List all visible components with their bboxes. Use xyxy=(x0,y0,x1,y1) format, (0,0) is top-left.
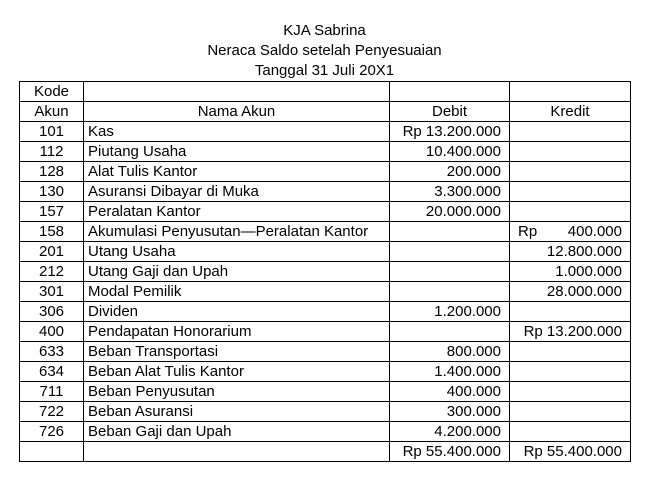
credit-amount: 12.800.000 xyxy=(510,242,631,262)
debit-amount xyxy=(390,282,510,302)
account-name: Utang Gaji dan Upah xyxy=(84,262,390,282)
header-empty-credit xyxy=(510,82,631,102)
trial-balance-table xyxy=(19,81,631,462)
account-name: Piutang Usaha xyxy=(84,142,390,162)
total-credit: Rp 55.400.000 xyxy=(510,442,631,462)
company-name: KJA Sabrina xyxy=(283,22,366,39)
account-code: 158 xyxy=(20,222,84,242)
table-row xyxy=(20,302,631,322)
account-name: Modal Pemilik xyxy=(84,282,390,302)
credit-amount xyxy=(510,382,631,402)
account-code: 711 xyxy=(20,382,84,402)
code-header-top: Kode xyxy=(20,82,84,102)
table-row xyxy=(20,122,631,142)
account-name: Beban Alat Tulis Kantor xyxy=(84,362,390,382)
account-code: 722 xyxy=(20,402,84,422)
header-empty-debit xyxy=(390,82,510,102)
debit-amount: 4.200.000 xyxy=(390,422,510,442)
table-row xyxy=(20,222,631,242)
account-name: Peralatan Kantor xyxy=(84,202,390,222)
table-row xyxy=(20,322,631,342)
account-code: 101 xyxy=(20,122,84,142)
account-code: 201 xyxy=(20,242,84,262)
table-row xyxy=(20,182,631,202)
account-name: Beban Gaji dan Upah xyxy=(84,422,390,442)
account-code: 726 xyxy=(20,422,84,442)
account-name: Alat Tulis Kantor xyxy=(84,162,390,182)
debit-amount xyxy=(390,322,510,342)
account-name: Kas xyxy=(84,122,390,142)
credit-amount xyxy=(510,302,631,322)
credit-header: Kredit xyxy=(510,102,631,122)
table-row xyxy=(20,242,631,262)
currency-prefix: Rp xyxy=(518,223,538,240)
credit-amount xyxy=(510,402,631,422)
account-code: 633 xyxy=(20,342,84,362)
debit-amount: 800.000 xyxy=(390,342,510,362)
account-code: 212 xyxy=(20,262,84,282)
debit-amount: 300.000 xyxy=(390,402,510,422)
credit-amount xyxy=(510,342,631,362)
table-row xyxy=(20,342,631,362)
table-row xyxy=(20,282,631,302)
credit-value: 400.000 xyxy=(567,223,622,240)
account-name: Dividen xyxy=(84,302,390,322)
totals-empty-name xyxy=(84,442,390,462)
credit-amount xyxy=(510,362,631,382)
debit-amount: 1.200.000 xyxy=(390,302,510,322)
totals-empty-code xyxy=(20,442,84,462)
table-row xyxy=(20,162,631,182)
account-name: Utang Usaha xyxy=(84,242,390,262)
account-name: Beban Transportasi xyxy=(84,342,390,362)
credit-amount xyxy=(510,142,631,162)
credit-amount xyxy=(510,182,631,202)
table-row xyxy=(20,382,631,402)
debit-amount xyxy=(390,262,510,282)
name-header: Nama Akun xyxy=(84,102,390,122)
account-name: Akumulasi Penyusutan—Peralatan Kantor xyxy=(84,222,390,242)
account-name: Beban Penyusutan xyxy=(84,382,390,402)
report-date: Tanggal 31 Juli 20X1 xyxy=(254,62,395,79)
account-code: 112 xyxy=(20,142,84,162)
table-row xyxy=(20,142,631,162)
debit-amount xyxy=(390,242,510,262)
report-header xyxy=(0,21,649,81)
account-code: 400 xyxy=(20,322,84,342)
account-code: 301 xyxy=(20,282,84,302)
table-row xyxy=(20,262,631,282)
credit-amount: Rp 13.200.000 xyxy=(510,322,631,342)
credit-amount xyxy=(510,162,631,182)
code-header-bottom: Akun xyxy=(20,102,84,122)
account-code: 306 xyxy=(20,302,84,322)
credit-amount-split xyxy=(510,222,622,241)
credit-amount xyxy=(510,222,631,242)
debit-amount: 400.000 xyxy=(390,382,510,402)
table-row xyxy=(20,422,631,442)
debit-amount: 10.400.000 xyxy=(390,142,510,162)
table-row xyxy=(20,202,631,222)
account-code: 130 xyxy=(20,182,84,202)
credit-amount xyxy=(510,122,631,142)
debit-amount: 1.400.000 xyxy=(390,362,510,382)
credit-amount: 1.000.000 xyxy=(510,262,631,282)
totals-row xyxy=(20,442,631,462)
account-name: Asuransi Dibayar di Muka xyxy=(84,182,390,202)
header-row-top xyxy=(20,82,631,102)
debit-header: Debit xyxy=(390,102,510,122)
report-title: Neraca Saldo setelah Penyesuaian xyxy=(207,42,442,59)
account-name: Beban Asuransi xyxy=(84,402,390,422)
table-row xyxy=(20,362,631,382)
credit-amount: 28.000.000 xyxy=(510,282,631,302)
account-code: 157 xyxy=(20,202,84,222)
debit-amount xyxy=(390,222,510,242)
header-row-bottom xyxy=(20,102,631,122)
header-empty-name xyxy=(84,82,390,102)
debit-amount: Rp 13.200.000 xyxy=(390,122,510,142)
account-code: 128 xyxy=(20,162,84,182)
credit-amount xyxy=(510,202,631,222)
total-debit: Rp 55.400.000 xyxy=(390,442,510,462)
debit-amount: 20.000.000 xyxy=(390,202,510,222)
table-row xyxy=(20,402,631,422)
debit-amount: 3.300.000 xyxy=(390,182,510,202)
account-name: Pendapatan Honorarium xyxy=(84,322,390,342)
credit-amount xyxy=(510,422,631,442)
debit-amount: 200.000 xyxy=(390,162,510,182)
account-code: 634 xyxy=(20,362,84,382)
